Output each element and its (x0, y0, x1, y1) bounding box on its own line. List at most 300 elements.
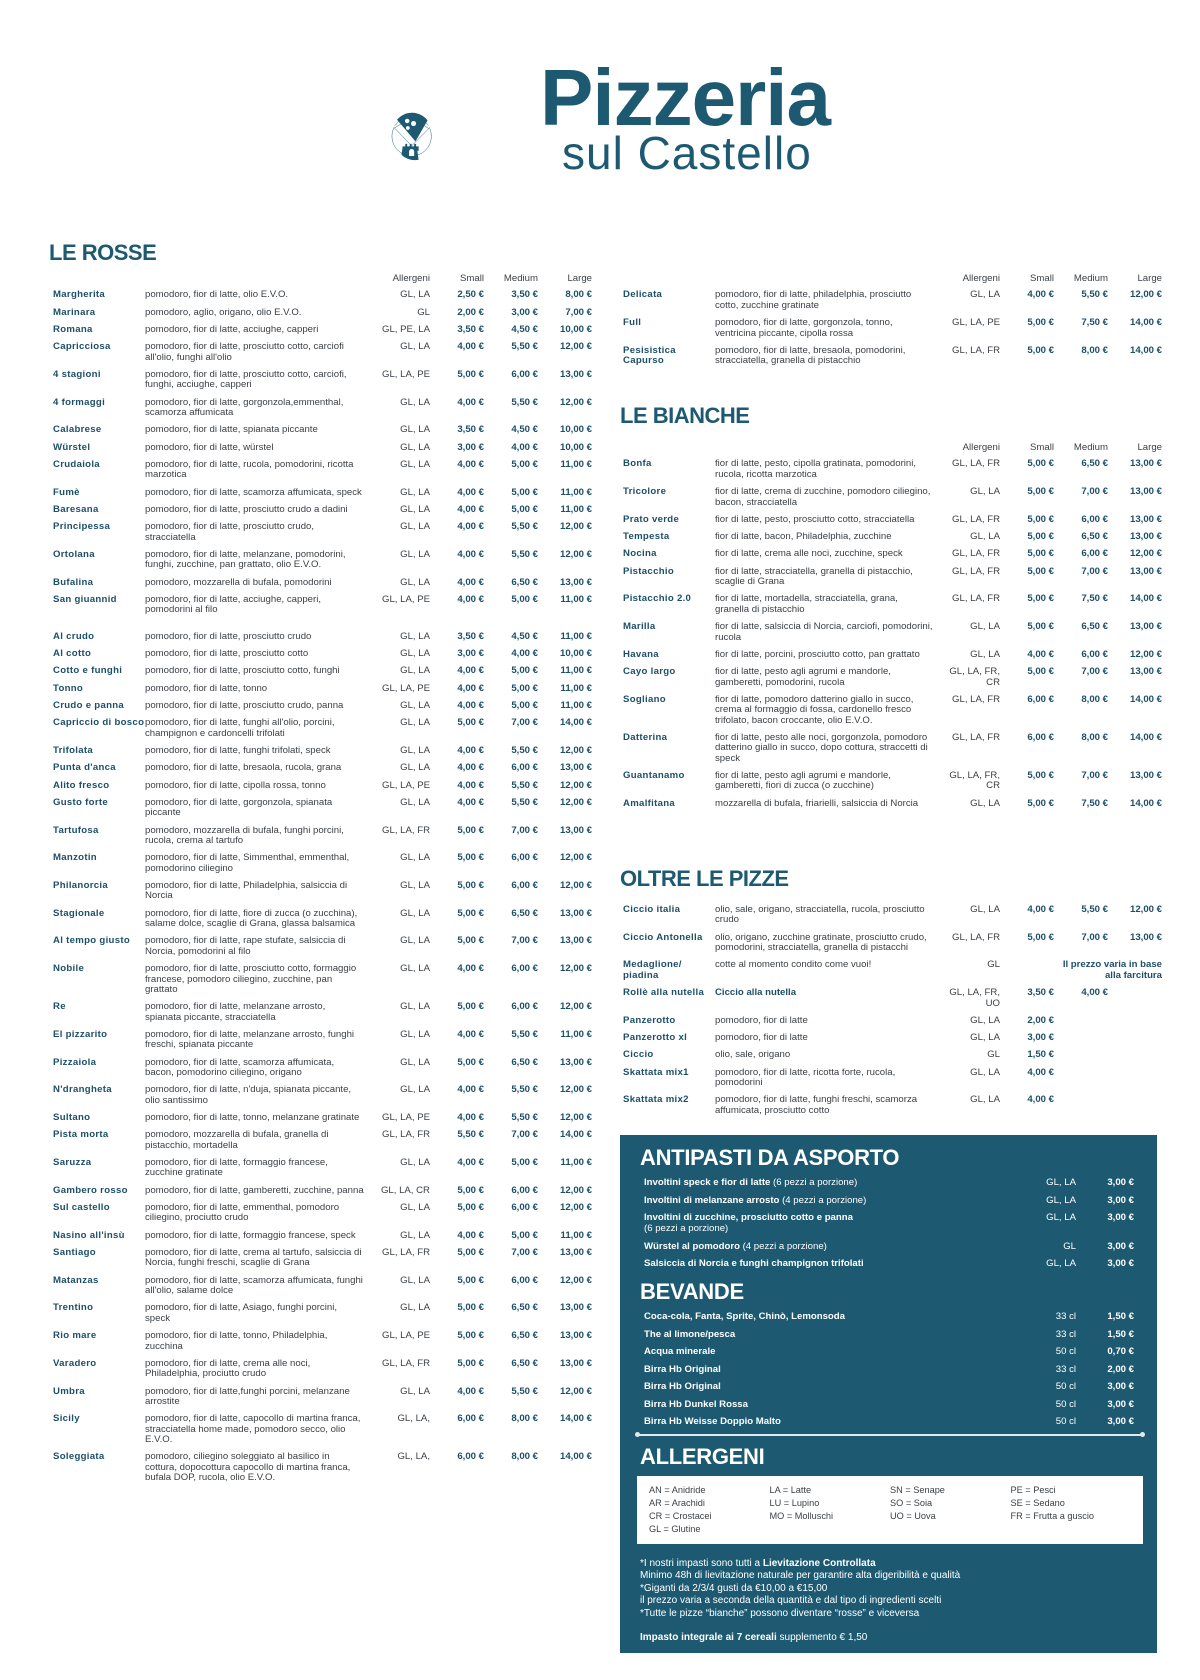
item-name: Cotto e funghi (53, 665, 123, 677)
price-large: 11,00 € (560, 504, 592, 515)
header-small: Small (460, 273, 484, 284)
drink-item (644, 1399, 1134, 1410)
price-large (1108, 988, 1162, 1009)
item-name: Al tempo giusto (53, 935, 130, 947)
item-allergens: GL, LA (400, 717, 430, 729)
price-small: 5,00 € (457, 1357, 484, 1369)
header-small: Small (1030, 273, 1054, 284)
item-allergens: GL, LA (1046, 1194, 1076, 1206)
menu-item (623, 290, 1162, 311)
menu-item (53, 1231, 592, 1241)
price-small: 6,00 € (1027, 693, 1054, 705)
price-small: 4,00 € (457, 682, 484, 694)
drink-size: 33 cl (1055, 1328, 1076, 1340)
takeaway-drinks-panel (620, 1135, 1157, 1653)
item-allergens: GL, LA (970, 648, 1000, 660)
item-name: Capriccio di bosco (53, 717, 145, 729)
price-large: 12,00 € (559, 1385, 592, 1397)
price-large: 13,00 € (1129, 621, 1162, 633)
price-small: 5,00 € (457, 1274, 484, 1286)
item-name: Involtini speck e fior di latte (644, 1177, 771, 1188)
item-name: Bufalina (53, 576, 94, 588)
item-ingredients: pomodoro, fior di latte, tonno, Philadelphia, zucchina (145, 1330, 328, 1352)
item-name: Capricciosa (53, 341, 111, 353)
drink-name: Birra Hb Original (644, 1363, 721, 1375)
item-name: Ciccio Antonella (623, 931, 703, 943)
item-ingredients: olio, origano, zucchine gratinate, prosciutto crudo, pomodorini, stracciatella, granella di pistacchi (715, 931, 927, 954)
header-medium: Medium (1073, 273, 1108, 284)
menu-item (623, 650, 1162, 660)
item-ingredients: pomodoro, fior di latte, Asiago, funghi porcini, speck (145, 1302, 337, 1324)
menu-item (53, 701, 592, 711)
price-small: 4,00 € (457, 1028, 484, 1040)
menu-item (53, 1158, 592, 1179)
menu-item (623, 988, 1162, 1009)
item-allergens: GL (1063, 1240, 1076, 1252)
price-medium: 6,00 € (511, 852, 538, 864)
menu-item (53, 1452, 592, 1483)
antipasto-item (644, 1212, 1134, 1234)
price-large: 14,00 € (559, 717, 592, 729)
price-small: 3,00 € (457, 441, 484, 453)
price-medium: 5,00 € (511, 1157, 538, 1169)
price-small: 5,00 € (457, 1184, 484, 1196)
price-medium: 6,50 € (511, 1357, 538, 1369)
item-name: Gusto forte (53, 796, 108, 808)
allergen-code: GL = Glutine (649, 1523, 701, 1534)
drink-price: 1,50 € (1107, 1328, 1134, 1340)
spacer (715, 274, 940, 284)
price-medium: 7,50 € (1081, 797, 1108, 809)
price-small: 5,00 € (1027, 531, 1054, 543)
section-title-allergeni: ALLERGENI (640, 1443, 765, 1469)
item-ingredients: pomodoro, fior di latte, scamorza affumicata, funghi all'olio, salame dolce (145, 1274, 363, 1297)
menu-item (623, 1068, 1162, 1089)
menu-item (623, 905, 1162, 926)
item-note: (4 pezzi a porzione) (782, 1194, 867, 1206)
note-text: supplemento € 1,50 (776, 1632, 868, 1643)
item-allergens: GL, LA (400, 665, 430, 677)
item-name: Delicata (623, 289, 663, 301)
antipasto-item (644, 1195, 1134, 1206)
item-name: Re (53, 1001, 66, 1013)
item-name: Saruzza (53, 1157, 92, 1169)
logo-emblem-icon (390, 52, 530, 217)
item-allergens: GL, LA (400, 796, 430, 808)
price-large: 11,00 € (560, 459, 592, 470)
price-large (1108, 1016, 1162, 1026)
item-ingredients: Ciccio alla nutella (715, 987, 797, 999)
menu-item (623, 487, 1162, 508)
item-name: Tonno (53, 682, 84, 694)
item-ingredients: pomodoro, fior di latte, emmenthal, pomodoro ciliegino, prociutto crudo (145, 1202, 340, 1224)
price-small: 5,00 € (457, 907, 484, 919)
price-medium: 5,50 € (511, 1112, 538, 1124)
item-allergens: GL, LA, FR, CR (949, 770, 1000, 792)
price-large: 13,00 € (1129, 458, 1162, 470)
item-ingredients: fior di latte, pesto, prosciutto cotto, stracciatella (715, 513, 915, 525)
antipasti-list (620, 1177, 1157, 1269)
note-highlight: Lievitazione Controllata (762, 1557, 876, 1569)
price-medium: 5,00 € (511, 486, 538, 498)
price-medium: 5,00 € (511, 665, 538, 677)
menu-item (53, 522, 592, 543)
spacer (145, 274, 370, 284)
menu-item (623, 933, 1162, 954)
item-ingredients: pomodoro, fior di latte, philadelphia, prosciutto cotto, zucchine gratinate (715, 289, 912, 311)
price-medium: 8,00 € (1081, 731, 1108, 743)
menu-item (53, 826, 592, 847)
item-name: Tempesta (623, 531, 670, 543)
price-note: Il prezzo varia in base alla farcitura (1062, 959, 1162, 981)
price-small: 4,00 € (457, 576, 484, 588)
bianche-list (623, 443, 1162, 816)
price-medium: 6,50 € (1081, 458, 1108, 470)
item-ingredients: pomodoro, mozzarella di bufala, funghi porcini, rucola, crema al tartufo (145, 824, 344, 846)
price-small: 5,50 € (457, 1129, 484, 1141)
item-name: Sicily (53, 1413, 80, 1425)
rosse-list (53, 274, 592, 1490)
menu-item (623, 1033, 1162, 1043)
drink-size: 50 cl (1055, 1346, 1076, 1357)
menu-item (53, 1331, 592, 1352)
price-small: 4,00 € (457, 504, 484, 515)
item-name: Würstel (53, 441, 91, 453)
item-allergens: GL, LA (400, 504, 430, 515)
item-ingredients: pomodoro, fior di latte, prosciutto crudo, stracciatella (145, 521, 315, 543)
item-allergens: GL, LA, PE (952, 317, 1000, 329)
drink-price: 3,00 € (1107, 1381, 1134, 1392)
price-small: 5,00 € (457, 717, 484, 729)
item-name: Sul castello (53, 1202, 110, 1214)
price-medium (1054, 1050, 1108, 1060)
item-name-wrap (644, 1177, 1016, 1188)
item-ingredients: fior di latte, salsiccia di Norcia, carciofi, pomodorini, rucola (715, 621, 933, 643)
price-small: 1,50 € (1027, 1049, 1054, 1061)
price-small: 5,00 € (457, 1330, 484, 1342)
item-allergens: GL, LA (400, 486, 430, 498)
item-name: Skattata mix1 (623, 1066, 689, 1078)
price-large: 13,00 € (559, 907, 592, 919)
item-name: Soleggiata (53, 1451, 105, 1463)
item-allergens: GL, LA (400, 935, 430, 947)
price-small: 5,00 € (1027, 548, 1054, 560)
item-allergens: GL, LA (1046, 1177, 1076, 1188)
allergen-code: SN = Senape (890, 1484, 945, 1495)
price-large: 12,00 € (559, 880, 592, 891)
menu-item (53, 595, 592, 616)
price-small: 4,00 € (457, 1112, 484, 1124)
item-allergens: GL, LA (400, 1229, 430, 1241)
item-allergens: GL, LA (400, 852, 430, 864)
menu-item (53, 684, 592, 694)
item-ingredients: fior di latte, pesto agli agrumi e mandorle, gamberetti, pomodorini, rucola (715, 666, 891, 688)
drink-item (644, 1311, 1134, 1322)
price-large (1108, 1050, 1162, 1060)
item-name: Trentino (53, 1302, 94, 1314)
item-allergens: GL, LA (970, 621, 1000, 633)
item-name: Rollè alla nutella (623, 987, 705, 999)
item-allergens: GL, LA (400, 1001, 430, 1013)
price-medium: 5,50 € (511, 521, 538, 533)
allergen-code: SO = Soia (890, 1497, 933, 1508)
item-name: Crudaiola (53, 459, 100, 470)
item-name: Involtini di melanzane arrosto (644, 1194, 780, 1206)
item-name-wrap (644, 1241, 1016, 1252)
price-medium: 6,50 € (511, 1056, 538, 1068)
price-large: 13,00 € (559, 1357, 592, 1369)
price-medium: 6,00 € (511, 1184, 538, 1196)
price-small: 4,00 € (457, 1084, 484, 1096)
price-small: 4,00 € (457, 459, 484, 470)
item-allergens: GL, LA (400, 576, 430, 588)
price-small: 4,00 € (457, 341, 484, 353)
price-large: 13,00 € (1129, 666, 1162, 678)
price-medium: 6,00 € (511, 369, 538, 380)
menu-item (53, 1186, 592, 1196)
menu-item (623, 515, 1162, 525)
price-medium: 4,50 € (511, 630, 538, 642)
item-name: Ortolana (53, 549, 95, 560)
price-medium: 4,50 € (511, 324, 538, 335)
item-allergens: GL, LA (400, 1385, 430, 1397)
item-ingredients: pomodoro, fior di latte, prosciutto cotto, carciofi, funghi, acciughe, capperi (145, 369, 347, 391)
item-ingredients: pomodoro, fior di latte, gorgonzola,emmenthal, scamorza affumicata (145, 396, 344, 419)
item-allergens: GL, LA, PE (382, 1112, 430, 1124)
menu-item (53, 1359, 592, 1380)
drink-size: 50 cl (1055, 1398, 1076, 1410)
item-allergens: GL, LA (400, 549, 430, 560)
item-name-wrap (644, 1195, 1016, 1206)
section-title-antipasti: ANTIPASTI DA ASPORTO (640, 1145, 900, 1170)
drink-price: 3,00 € (1107, 1398, 1134, 1410)
item-allergens: GL, LA (970, 1066, 1000, 1078)
price-medium: 5,00 € (511, 504, 538, 515)
item-ingredients: pomodoro, fior di latte, bresaola, pomodorini, stracciatella, granella di pistacchio (715, 344, 906, 367)
menu-item (53, 1058, 592, 1079)
menu-item (53, 1203, 592, 1224)
item-name-wrap (644, 1258, 1016, 1269)
price-small: 2,50 € (457, 289, 484, 301)
antipasto-item (644, 1177, 1134, 1188)
price-large: 12,00 € (1129, 904, 1162, 915)
price-medium: 5,00 € (511, 700, 538, 711)
item-allergens: GL, LA, FR (382, 1357, 430, 1369)
item-name: Prato verde (623, 513, 680, 525)
drink-name: Birra Hb Original (644, 1381, 721, 1392)
item-name: Marinara (53, 306, 96, 318)
note-text: il prezzo varia a seconda della quantità e dal tipo di ingredienti scelti (640, 1595, 942, 1606)
price-small: 5,00 € (457, 880, 484, 891)
item-ingredients: pomodoro, fior di latte, melanzane, pomodorini, funghi, zucchine, pan grattato, olio E.V.O. (145, 549, 346, 571)
item-allergens: GL, LA (400, 396, 430, 408)
item-name: Cayo largo (623, 666, 676, 678)
item-allergens: GL, LA, FR (952, 593, 1000, 605)
price-large: 12,00 € (559, 745, 592, 756)
item-ingredients: pomodoro, fior di latte, Simmenthal, emmenthal, pomodorino ciliegino (145, 852, 350, 874)
bevande-list (620, 1311, 1157, 1427)
price-medium: 7,00 € (511, 935, 538, 947)
allergen-code: AR = Arachidi (649, 1497, 705, 1508)
item-name: Fumè (53, 486, 80, 498)
price-small: 5,00 € (1027, 317, 1054, 329)
item-name: Trifolata (53, 745, 94, 756)
menu-item (623, 346, 1162, 367)
menu-item (53, 964, 592, 995)
item-name: Manzotin (53, 852, 97, 864)
price-large: 13,00 € (559, 369, 592, 380)
item-note: (4 pezzi a porzione) (742, 1240, 827, 1252)
item-ingredients: pomodoro, fior di latte,funghi porcini, melanzane arrostite (145, 1385, 350, 1407)
item-name: Al cotto (53, 648, 92, 660)
price-medium: 7,00 € (511, 1247, 538, 1259)
item-ingredients: pomodoro, fior di latte, formaggio francese, zucchine gratinate (145, 1157, 328, 1179)
price-large: 14,00 € (1129, 693, 1162, 705)
antipasto-item (644, 1258, 1134, 1269)
item-allergens: GL, LA (400, 745, 430, 756)
item-allergens: GL, LA (1046, 1258, 1076, 1269)
item-allergens: GL, LA (400, 648, 430, 660)
price-large: 13,00 € (1129, 770, 1162, 782)
price-large: 14,00 € (559, 1413, 592, 1425)
menu-item (623, 622, 1162, 643)
drink-item (644, 1416, 1134, 1427)
item-ingredients: pomodoro, fior di latte, melanzane arrosto, spianata piccante, stracciatella (145, 1001, 326, 1023)
price-large: 12,00 € (1129, 548, 1162, 560)
price-large: 10,00 € (559, 648, 592, 660)
drink-name: Birra Hb Dunkel Rossa (644, 1398, 748, 1410)
price-medium: 6,00 € (511, 1274, 538, 1286)
price-small: 5,00 € (1027, 565, 1054, 577)
header-large: Large (1137, 442, 1162, 453)
item-name: Pista morta (53, 1129, 109, 1141)
item-ingredients: pomodoro, fior di latte, prosciutto cotto, formaggio francese, pomodoro ciliegino, zucchine, pan grattato (145, 963, 357, 995)
price-medium: 5,50 € (511, 341, 538, 353)
item-ingredients: pomodoro, fior di latte, melanzane arrosto, funghi freschi, spianata piccante (145, 1028, 355, 1051)
price-small: 5,00 € (457, 852, 484, 864)
item-allergens: GL, LA, PE (382, 779, 430, 791)
item-ingredients: pomodoro, aglio, origano, olio E.V.O. (145, 306, 302, 318)
price-small: 5,00 € (1027, 513, 1054, 525)
item-ingredients: pomodoro, fior di latte, fiore di zucca (o zucchina), salame dolce, scaglie di Grana, glassa balsamica (145, 907, 358, 930)
price-large: 12,00 € (559, 1274, 592, 1286)
item-ingredients: fior di latte, pesto, cipolla gratinata, pomodorini, rucola, ricotta marzotica (715, 458, 917, 480)
price-small: 5,00 € (1027, 797, 1054, 809)
item-name: Salsiccia di Norcia e funghi champignon trifolati (644, 1258, 864, 1269)
item-allergens: GL, LA (400, 1084, 430, 1096)
menu-item (53, 853, 592, 874)
menu-item (623, 667, 1162, 688)
item-allergens: GL, LA (400, 1202, 430, 1214)
price-medium: 6,00 € (511, 1001, 538, 1013)
price-large: 12,00 € (559, 779, 592, 791)
menu-item (623, 1050, 1162, 1060)
item-note: (6 pezzi a porzione) (773, 1177, 858, 1188)
menu-item (53, 550, 592, 571)
item-ingredients: olio, sale, origano (715, 1049, 791, 1061)
item-allergens: GL, LA, FR (952, 344, 1000, 356)
item-name: Nobile (53, 963, 85, 975)
menu-item (53, 781, 592, 791)
price-large: 12,00 € (559, 852, 592, 864)
price-medium: 6,00 € (511, 762, 538, 774)
menu-item (53, 460, 592, 481)
allergen-code: UO = Uova (890, 1510, 936, 1521)
price-small: 4,00 € (457, 745, 484, 756)
item-ingredients: pomodoro, fior di latte, acciughe, capperi, pomodorini al filo (145, 594, 321, 616)
price-small: 2,00 € (457, 306, 484, 318)
item-ingredients: pomodoro, fior di latte, bresaola, rucola, grana (145, 762, 342, 774)
item-allergens: GL, LA, FR (952, 548, 1000, 560)
item-ingredients: pomodoro, fior di latte, formaggio francese, speck (145, 1229, 356, 1241)
item-allergens: GL, LA, FR (952, 931, 1000, 943)
item-allergens: GL, LA, PE (382, 369, 430, 380)
price-large: 13,00 € (1129, 931, 1162, 943)
item-allergens: GL, LA, FR (382, 1247, 430, 1259)
item-allergens: GL, LA, (397, 1413, 430, 1425)
item-allergens: GL, LA (400, 459, 430, 470)
item-name: Pistacchio (623, 565, 674, 577)
item-allergens: GL, LA (400, 521, 430, 533)
item-note: (6 pezzi a porzione) (644, 1223, 729, 1234)
menu-item (53, 649, 592, 659)
price-large (1108, 1068, 1162, 1089)
price-large (1108, 1033, 1162, 1043)
menu-item (53, 881, 592, 902)
item-ingredients: pomodoro, fior di latte, funghi trifolati, speck (145, 745, 331, 756)
item-ingredients: fior di latte, mortadella, stracciatella, grana, granella di pistacchio (715, 593, 898, 615)
price-small: 5,00 € (1027, 458, 1054, 470)
price-medium: 5,50 € (1081, 289, 1108, 301)
column-headers (623, 443, 1162, 453)
item-price: 3,00 € (1107, 1177, 1134, 1188)
item-name: Romana (53, 324, 93, 335)
price-small: 4,00 € (457, 665, 484, 677)
price-small: 5,00 € (457, 1302, 484, 1314)
item-allergens: GL, LA (970, 904, 1000, 915)
menu-item (623, 459, 1162, 480)
price-small: 6,00 € (1027, 731, 1054, 743)
price-medium (1054, 1033, 1108, 1043)
item-allergens: GL, LA, FR (952, 513, 1000, 525)
price-small: 5,00 € (457, 935, 484, 947)
item-ingredients: fior di latte, pesto alle noci, gorgonzola, pomodoro datterino giallo in succo, dopo cottura, straccetti di speck (715, 731, 928, 764)
item-allergens: GL, LA (400, 1274, 430, 1286)
item-name: Datterina (623, 731, 668, 743)
price-large: 12,00 € (559, 1202, 592, 1214)
oltre-list (623, 905, 1162, 1123)
item-name: Principessa (53, 521, 111, 533)
price-large: 13,00 € (1129, 513, 1162, 525)
item-name: Santiago (53, 1247, 96, 1259)
price-medium: 6,00 € (1081, 548, 1108, 560)
item-ingredients: fior di latte, stracciatella, granella di pistacchio, scaglie di Grana (715, 565, 913, 588)
item-name: Tartufosa (53, 824, 99, 836)
menu-item (53, 1085, 592, 1106)
price-medium: 8,00 € (511, 1413, 538, 1425)
menu-item (53, 443, 592, 453)
menu-item (53, 1002, 592, 1023)
drink-name: Birra Hb Weisse Doppio Malto (644, 1416, 781, 1427)
item-name: Nocina (623, 548, 657, 560)
allergen-code: MO = Molluschi (769, 1510, 834, 1521)
price-medium: 7,00 € (1081, 565, 1108, 577)
drink-item (644, 1381, 1134, 1392)
column-headers (623, 274, 1162, 284)
divider (637, 1434, 1143, 1436)
price-large: 12,00 € (559, 1084, 592, 1096)
price-small: 4,00 € (1027, 904, 1054, 915)
